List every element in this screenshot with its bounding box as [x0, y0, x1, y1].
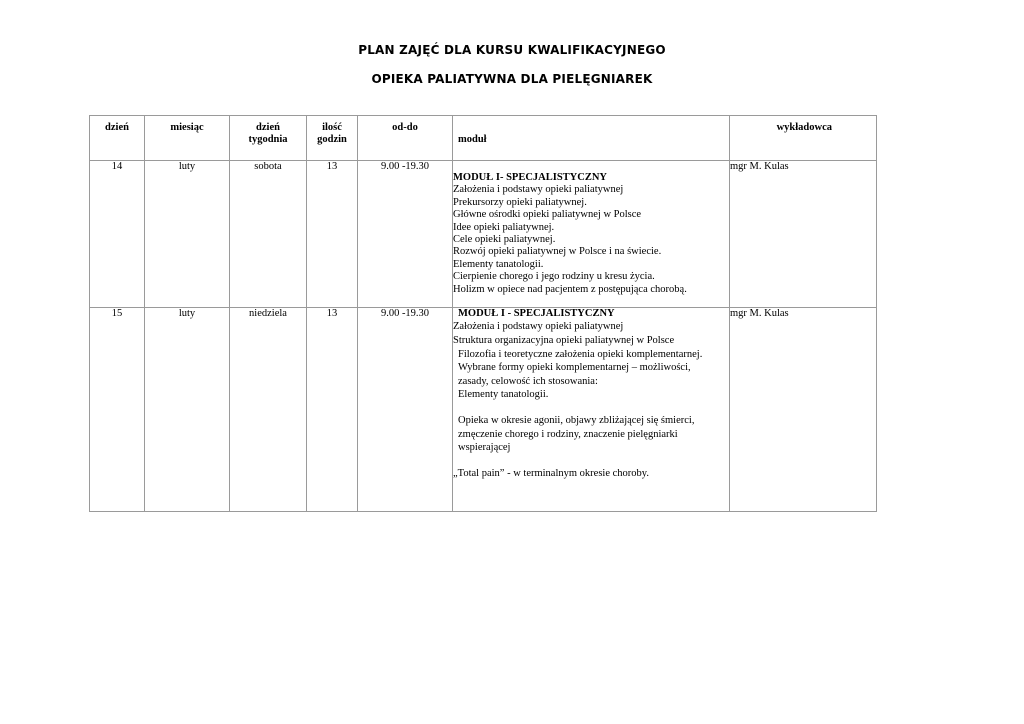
- header-dzien-tygodnia-line1: dzień: [256, 122, 280, 133]
- modul-title: MODUŁ I- SPECJALISTYCZNY: [453, 172, 608, 183]
- table-row: [90, 161, 877, 308]
- header-miesiac: miesiąc: [145, 116, 230, 161]
- spacer: [453, 455, 729, 467]
- header-od-do: od-do: [358, 116, 453, 161]
- cell-dzien-tygodnia: niedziela: [230, 308, 307, 512]
- modul-line: Struktura organizacyjna opieki paliatywnej w Polsce: [453, 335, 675, 346]
- modul-line: Główne ośrodki opieki paliatywnej w Polsce: [453, 209, 642, 221]
- modul-line: zmęczenie chorego i rodziny, znaczenie pielęgniarki: [458, 428, 678, 440]
- cell-dzien-tygodnia: sobota: [230, 161, 307, 308]
- cell-godzin: 13: [307, 161, 358, 308]
- header-ilosc-line2: godzin: [317, 134, 347, 146]
- modul-line: Wybrane formy opieki komplementarnej – możliwości,: [458, 362, 691, 374]
- modul-line: Idee opieki paliatywnej.: [453, 221, 555, 233]
- cell-modul: [453, 308, 730, 512]
- modul-line: zasady, celowość ich stosowania:: [458, 375, 598, 387]
- cell-od-do: 9.00 -19.30: [358, 308, 453, 512]
- header-ilosc-godzin: [307, 116, 358, 161]
- modul-line: Założenia i podstawy opieki paliatywnej: [453, 321, 624, 333]
- cell-miesiac: luty: [145, 308, 230, 512]
- header-dzien-tygodnia: [230, 116, 307, 161]
- modul-line: Cele opieki paliatywnej.: [453, 234, 556, 246]
- modul-line: Elementy tanatologii.: [458, 389, 549, 401]
- cell-dzien: 14: [90, 161, 145, 308]
- modul-line: Holizm w opiece nad pacjentem z postępująca chorobą.: [453, 283, 687, 295]
- modul-title: MODUŁ I - SPECJALISTYCZNY: [458, 308, 615, 319]
- modul-line: Założenia i podstawy opieki paliatywnej: [453, 184, 624, 196]
- header-dzien: dzień: [90, 116, 145, 161]
- header-modul-label: moduł: [458, 134, 487, 145]
- modul-line: „Total pain” - w terminalnym okresie choroby.: [453, 467, 649, 479]
- modul-line: Opieka w okresie agonii, objawy zbliżającej się śmierci,: [458, 414, 695, 426]
- schedule-table: [89, 115, 877, 512]
- cell-modul: [453, 161, 730, 308]
- modul-line: Cierpienie chorego i jego rodziny u kresu życia.: [453, 271, 655, 283]
- cell-od-do: 9.00 -19.30: [358, 161, 453, 308]
- header-modul: [453, 116, 730, 161]
- modul-line: wspierającej: [458, 442, 511, 454]
- table-header-row: [90, 116, 877, 161]
- table-row: [90, 308, 877, 512]
- cell-wykladowca: mgr M. Kulas: [730, 161, 877, 308]
- cell-godzin: 13: [307, 308, 358, 512]
- header-ilosc-line1: ilość: [322, 122, 342, 133]
- modul-line: Rozwój opieki paliatywnej w Polsce i na świecie.: [453, 246, 662, 258]
- spacer: [453, 402, 729, 414]
- header-dzien-tygodnia-line2: tygodnia: [248, 134, 288, 146]
- modul-line: Filozofia i teoretyczne założenia opieki komplementarnej.: [458, 348, 703, 360]
- cell-miesiac: luty: [145, 161, 230, 308]
- modul-line: Elementy tanatologii.: [453, 258, 544, 270]
- modul-line: Prekursorzy opieki paliatywnej.: [453, 196, 587, 208]
- cell-wykladowca: mgr M. Kulas: [730, 308, 877, 512]
- header-wykladowca: wykładowca: [730, 116, 877, 161]
- document-subtitle: OPIEKA PALIATYWNA DLA PIELĘGNIAREK: [371, 72, 653, 86]
- cell-dzien: 15: [90, 308, 145, 512]
- document-title: PLAN ZAJĘĆ DLA KURSU KWALIFIKACYJNEGO: [358, 43, 666, 57]
